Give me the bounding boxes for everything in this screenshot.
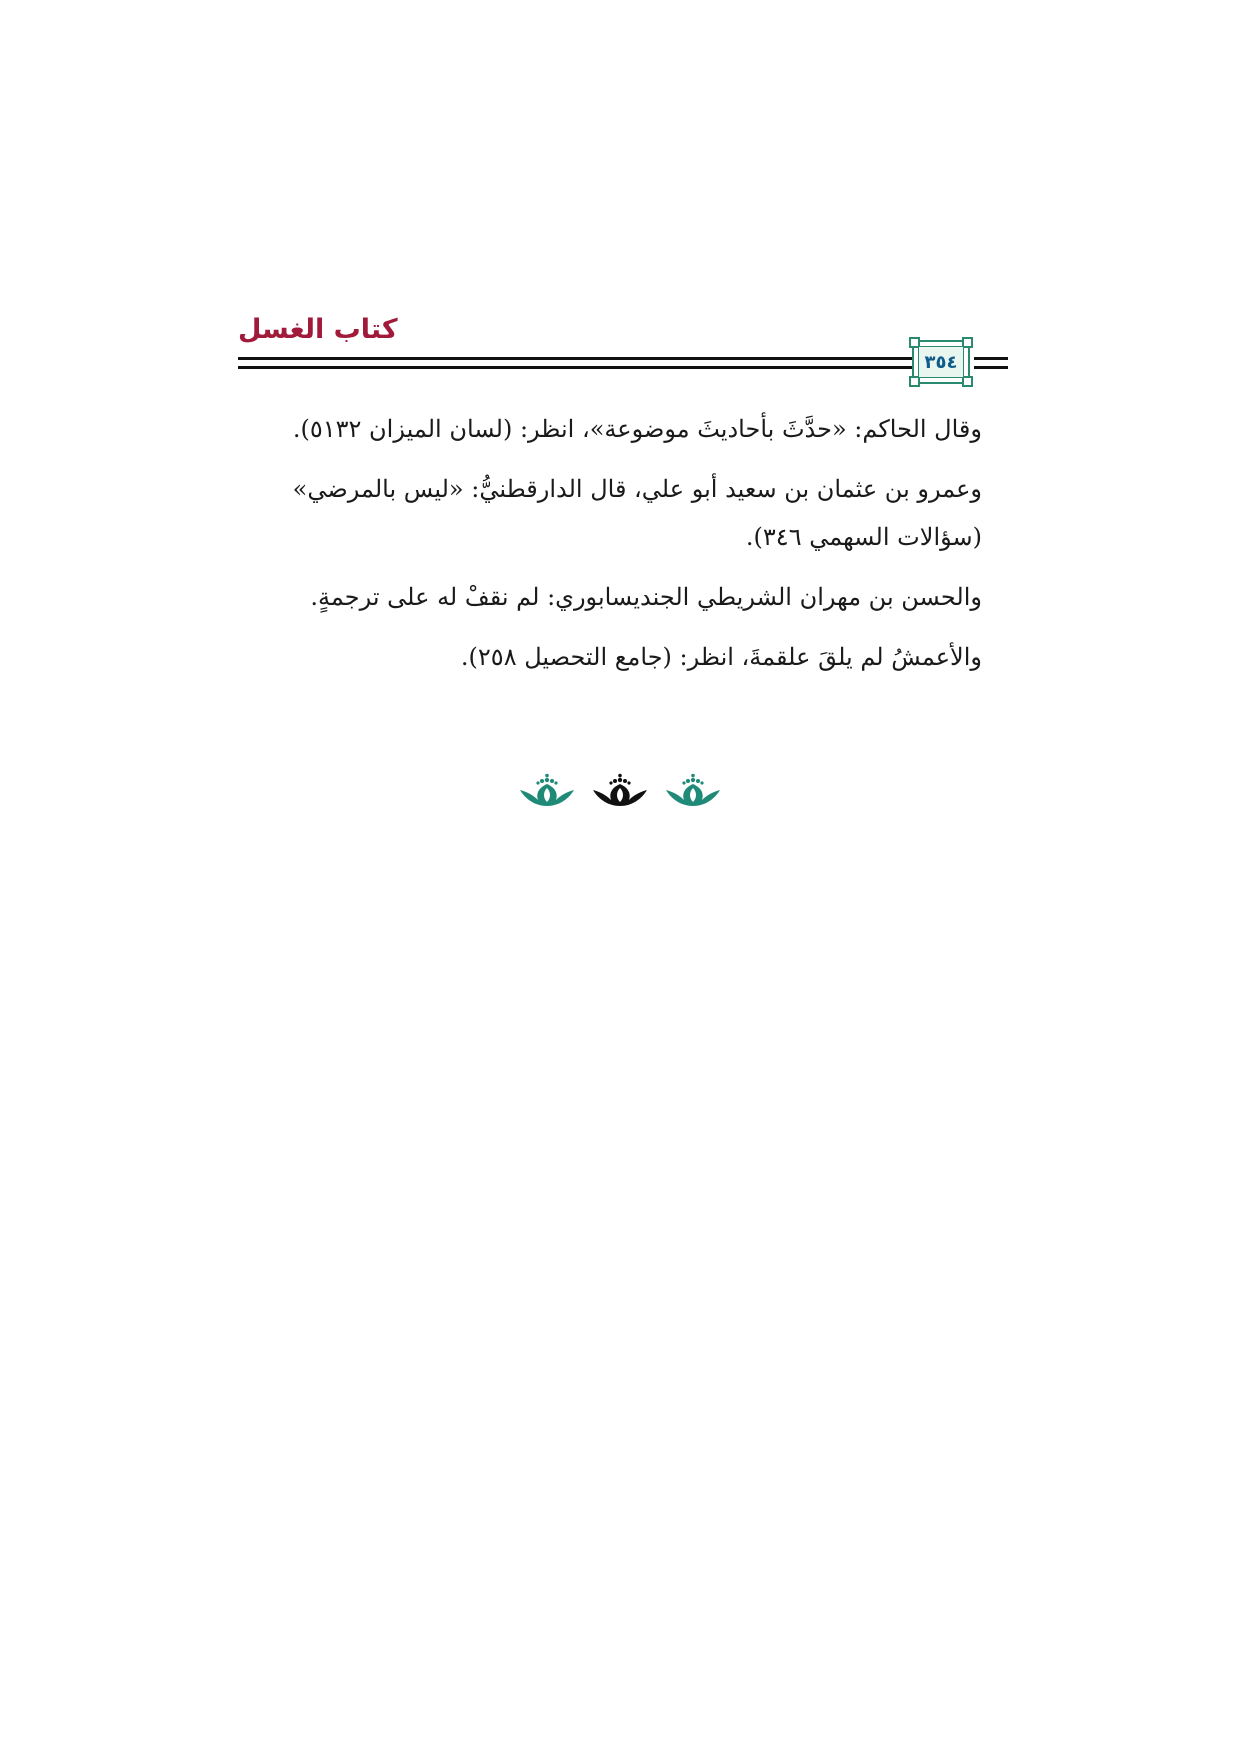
- paragraph: [238, 633, 982, 681]
- lotus-ornament-icon: [591, 772, 649, 808]
- text-line: والأعمشُ لم يلقَ علقمةَ، انظر: (جامع التحصيل ٢٥٨).: [460, 643, 982, 671]
- paragraph: [238, 465, 982, 561]
- lotus-ornament-icon: [518, 772, 576, 808]
- header-rule-bottom: [238, 366, 952, 369]
- text-line: وعمرو بن عثمان بن سعيد أبو علي، قال الدارقطنيُّ: «ليس بالمرضي»: [292, 475, 982, 503]
- text-line: (سؤالات السهمي ٣٤٦).: [745, 523, 982, 551]
- page-number-badge: [912, 340, 970, 384]
- paragraph: [238, 405, 982, 453]
- text-line: والحسن بن مهران الشريطي الجنديسابوري: لم نقفْ له على ترجمةٍ.: [310, 583, 982, 611]
- page-number: ٣٥٤: [924, 351, 958, 373]
- book-title: كتاب الغسل: [238, 314, 398, 345]
- header-rule-top: [238, 357, 952, 360]
- section-end-ornament: [518, 770, 722, 810]
- page-body: [238, 405, 982, 693]
- paragraph: [238, 573, 982, 621]
- header-rule-right-bottom: [974, 366, 1008, 369]
- header-rule-right-top: [974, 357, 1008, 360]
- lotus-ornament-icon: [664, 772, 722, 808]
- text-line: وقال الحاكم: «حدَّثَ بأحاديثَ موضوعة»، انظر: (لسان الميزان ٥١٣٢).: [292, 415, 982, 443]
- page-header: [0, 0, 1240, 400]
- page-number-frame: [918, 346, 964, 378]
